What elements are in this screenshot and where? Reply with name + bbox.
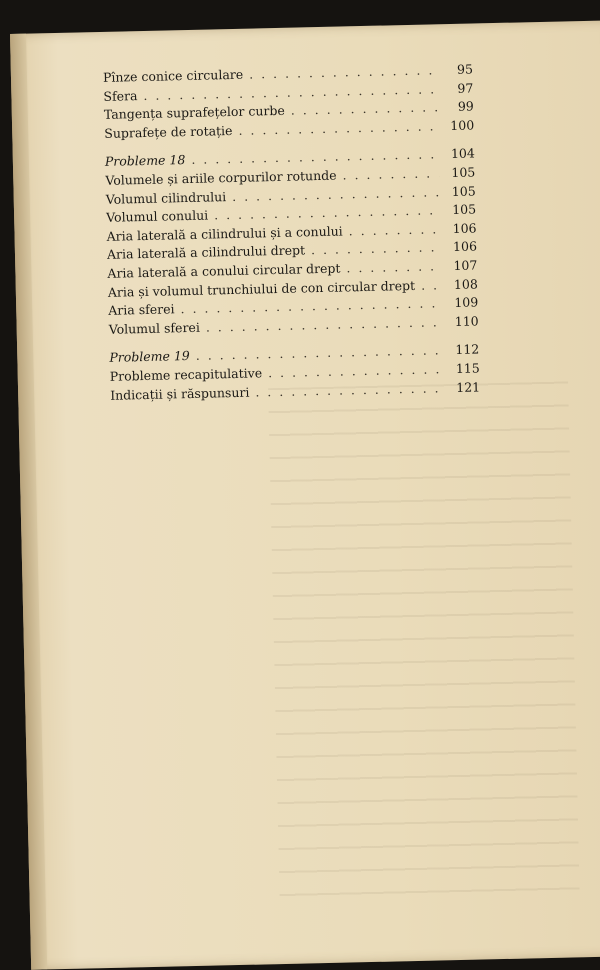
toc-page-number: 115 xyxy=(455,360,480,376)
dot-leader xyxy=(238,118,438,138)
toc-page-number: 100 xyxy=(450,117,475,133)
toc-page-number: 106 xyxy=(452,238,478,255)
toc-page-number: 107 xyxy=(453,257,478,273)
toc-page-number: 108 xyxy=(453,275,478,292)
toc-entry-title: Aria sferei xyxy=(108,301,175,318)
toc-page-number: 99 xyxy=(457,98,474,115)
toc-entry-title: Volumele și ariile corpurilor rotunde xyxy=(105,167,337,188)
table-of-contents xyxy=(103,62,481,406)
dot-leader xyxy=(255,380,444,399)
toc-page-number: 105 xyxy=(451,164,476,180)
toc-entry-title: Volumul conului xyxy=(106,207,209,226)
show-through-text xyxy=(268,378,580,908)
toc-page-number: 105 xyxy=(451,183,476,199)
toc-entry-title: Tangența suprafețelor curbe xyxy=(103,102,285,123)
toc-entry-title: Aria laterală a conului circular drept xyxy=(107,260,341,281)
toc-entry-title: Volumul sferei xyxy=(108,319,201,337)
dot-leader xyxy=(291,100,438,118)
toc-entry-title: Sfera xyxy=(103,87,138,104)
toc-page-number: 121 xyxy=(456,378,481,395)
toc-page-number: 95 xyxy=(456,61,474,77)
dot-leader xyxy=(311,240,441,258)
toc-page-number: 110 xyxy=(454,313,479,329)
toc-entry-title: Indicații și răspunsuri xyxy=(110,384,250,403)
dot-leader xyxy=(349,221,441,238)
dot-leader xyxy=(249,62,437,81)
dot-leader xyxy=(421,277,442,292)
page-spine-edge xyxy=(10,34,47,970)
toc-page-number: 112 xyxy=(455,341,480,358)
toc-page-number: 104 xyxy=(450,145,475,162)
toc-page-number: 97 xyxy=(457,80,474,96)
toc-entry-title: Aria laterală a cilindrului și a conului xyxy=(106,223,343,244)
toc-entry-title: Pînze conice circulare xyxy=(102,66,244,85)
toc-section-heading: Probleme 18 xyxy=(104,152,186,170)
toc-entry-title: Suprafețe de rotație xyxy=(104,122,233,141)
dot-leader xyxy=(346,258,441,275)
toc-page-number: 109 xyxy=(454,294,479,311)
dot-leader xyxy=(268,361,444,380)
toc-entry-title: Aria și volumul trunchiului de con circular drept xyxy=(107,277,416,300)
toc-page-number: 105 xyxy=(452,201,477,218)
toc-section-heading: Probleme 19 xyxy=(109,348,190,366)
toc-page-number: 106 xyxy=(452,220,477,236)
toc-entry-title: Aria laterală a cilindrului drept xyxy=(106,242,306,263)
toc-entry-title: Probleme recapitulative xyxy=(109,365,263,384)
book-page xyxy=(10,21,600,970)
toc-entry-title: Volumul cilindrului xyxy=(105,188,227,207)
dot-leader xyxy=(342,165,439,182)
